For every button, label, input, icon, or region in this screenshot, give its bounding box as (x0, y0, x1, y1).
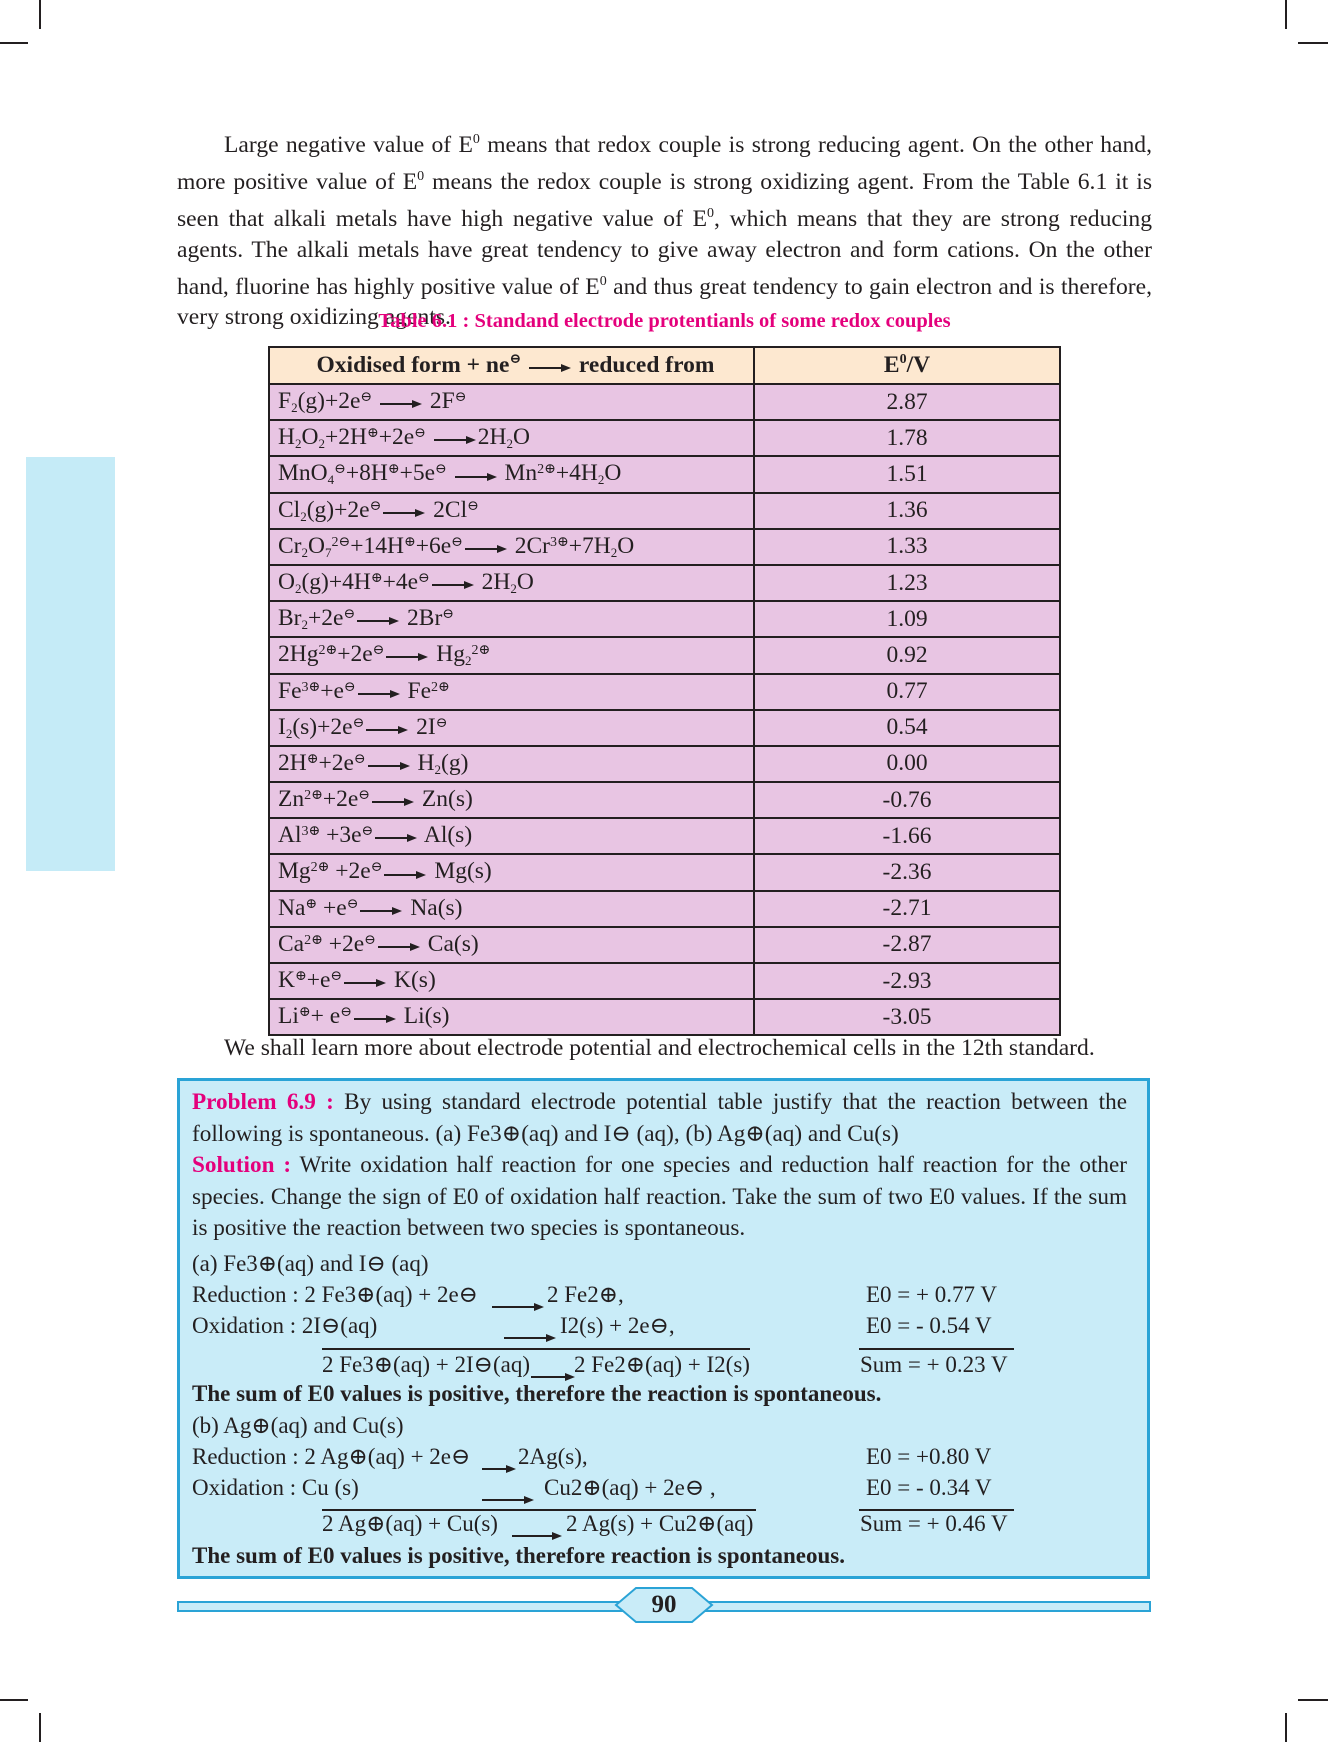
a-sum-rule (322, 1348, 750, 1350)
table-row (269, 384, 1060, 420)
potential-cell: -2.93 (754, 963, 1060, 999)
arrow-icon (368, 751, 410, 778)
reaction-cell: $I_2(s)+2e^⊖$ 2I⊖ (269, 710, 754, 746)
arrow-icon (378, 932, 420, 959)
potential-cell: 1.23 (754, 565, 1060, 601)
crop-mark (1285, 1713, 1287, 1742)
table-row (269, 710, 1060, 746)
solution-label: Solution : (192, 1152, 292, 1178)
table-row (269, 927, 1060, 963)
header-reaction: Oxidised form + ne⊖ reduced from (269, 347, 754, 384)
potential-cell: 0.92 (754, 637, 1060, 673)
table-row (269, 565, 1060, 601)
part-b-title: (b) Ag⊕(aq) and Cu(s) (192, 1413, 404, 1438)
reaction-cell: 2H⊕+2e⊖ $H_2(g)$ (269, 746, 754, 782)
reaction-cell: MnO$_4$⊖+8H⊕+5e⊖ $Mn^{2\oplus}+4H_2O$ (269, 456, 754, 492)
table-caption: Table 6.1 : Standand electrode protentianls of some redox couples (378, 310, 951, 332)
crop-mark (0, 42, 28, 44)
table-row (269, 782, 1060, 818)
arrow-icon (504, 1323, 556, 1349)
table-row (269, 891, 1060, 927)
potential-cell: -2.36 (754, 854, 1060, 890)
table-row (269, 999, 1060, 1035)
a-conclusion: The sum of E0 values is positive, therefore the reaction is spontaneous. (192, 1381, 882, 1406)
a-reduction: Reduction : 2 Fe3⊕(aq) + 2e⊖ (192, 1282, 478, 1307)
arrow-icon (386, 642, 428, 669)
arrow-icon (482, 1454, 516, 1480)
potential-cell: -0.76 (754, 782, 1060, 818)
crop-mark (39, 0, 41, 29)
table-row (269, 493, 1060, 529)
potential-cell: -2.71 (754, 891, 1060, 927)
after-table-text: We shall learn more about electrode potential and electrochemical cells in the 12th standard. (224, 1035, 1095, 1061)
b-reduction-product: 2Ag(s), (518, 1444, 588, 1469)
potential-cell: -1.66 (754, 818, 1060, 854)
header-potential: $E^0/V$ (754, 347, 1060, 384)
reaction-cell: $H_2O_2+2H^\oplus+2e^⊖$ $2H_2O$ (269, 420, 754, 456)
potential-cell: 2.87 (754, 384, 1060, 420)
a-sum: Sum = + 0.23 V (860, 1352, 1008, 1377)
intro-paragraph: Large negative value of $E^0$ means that redox couple is strong reducing agent. On the other hand, more positive value of $E^0$ means the redox couple is strong oxidizing agent. From the Table 6.1 it is seen that alkali metals have high negative value of $E^0$, which means that they are strong reducing agents. The alkali metals have great tendency to give away electron and form cations. On the other hand, fluorine has highly positive value of $E^0$ and thus great tendency to gain electron and is therefore, very strong oxidizing agents. (177, 131, 1152, 331)
reaction-cell: $Fe^{3\oplus}+e^⊖$ $Fe^{2\oplus}$ (269, 674, 754, 710)
a-oxidation-potential: E0 = - 0.54 V (866, 1313, 992, 1338)
arrow-icon (372, 787, 414, 814)
arrow-icon (375, 823, 417, 850)
crop-mark (1298, 1699, 1328, 1701)
footer-bar-left (177, 1601, 632, 1612)
arrow-icon (432, 570, 474, 597)
arrow-icon (529, 353, 571, 380)
table-header-row (269, 347, 1060, 384)
arrow-icon (482, 1485, 534, 1511)
arrow-icon (354, 1004, 396, 1031)
arrow-icon (344, 968, 386, 995)
reaction-cell: Na⊕ +e⊖ Na(s) (269, 891, 754, 927)
arrow-icon (383, 498, 425, 525)
problem-text: By using standard electrode potential table justify that the reaction between the following is spontaneous. (a) Fe3⊕(aq) and I⊖ (aq), (b) Ag⊕(aq) and Cu(s) (192, 1089, 1127, 1147)
crop-mark (0, 1699, 28, 1701)
reaction-cell: $O_2(g)+4H^\oplus+4e^⊖$ $2H_2O$ (269, 565, 754, 601)
reaction-cell: Li⊕+ e⊖ Li(s) (269, 999, 754, 1035)
potential-cell: 1.78 (754, 420, 1060, 456)
b-conclusion: The sum of E0 values is positive, therefore reaction is spontaneous. (192, 1543, 845, 1568)
arrow-icon (357, 606, 399, 633)
reaction-cell: $Cl_2(g)+2e^⊖$ 2Cl⊖ (269, 493, 754, 529)
b-sum: Sum = + 0.46 V (860, 1511, 1008, 1536)
potential-cell: 1.33 (754, 529, 1060, 565)
arrow-icon (492, 1292, 544, 1318)
table-row (269, 637, 1060, 673)
reaction-cell: K⊕+e⊖ K(s) (269, 963, 754, 999)
b-oxidation-product: Cu2⊕(aq) + 2e⊖ , (544, 1475, 716, 1500)
part-a-title: (a) Fe3⊕(aq) and I⊖ (aq) (192, 1251, 429, 1276)
b-reduction-potential: E0 = +0.80 V (866, 1444, 992, 1469)
redox-table (268, 346, 1061, 1036)
a-reduction-potential: E0 = + 0.77 V (866, 1282, 997, 1307)
a-oxidation: Oxidation : 2I⊖(aq) (192, 1313, 378, 1338)
crop-mark (39, 1713, 41, 1742)
b-oxidation: Oxidation : Cu (s) (192, 1475, 359, 1500)
reaction-cell: $Zn^{2\oplus}+2e^⊖$ Zn(s) (269, 782, 754, 818)
reaction-cell: $Ca^{2\oplus} +2e^⊖$ Ca(s) (269, 927, 754, 963)
table-row (269, 529, 1060, 565)
arrow-icon (465, 534, 507, 561)
arrow-icon (366, 715, 408, 742)
potential-cell: 0.00 (754, 746, 1060, 782)
potential-cell: -2.87 (754, 927, 1060, 963)
arrow-icon (434, 425, 476, 452)
b-reduction: Reduction : 2 Ag⊕(aq) + 2e⊖ (192, 1444, 471, 1469)
table-row (269, 854, 1060, 890)
b-oxidation-potential: E0 = - 0.34 V (866, 1475, 992, 1500)
a-overall: 2 Fe3⊕(aq) + 2I⊖(aq) (322, 1352, 530, 1377)
table-row (269, 420, 1060, 456)
a-oxidation-product: I2(s) + 2e⊖, (560, 1313, 675, 1338)
arrow-icon (380, 389, 422, 416)
table-row (269, 674, 1060, 710)
a-overall-product: 2 Fe2⊕(aq) + I2(s) (574, 1352, 750, 1377)
reaction-cell: $F_2(g)+2e^⊖$ 2F⊖ (269, 384, 754, 420)
a-reduction-product: 2 Fe2⊕, (547, 1282, 624, 1307)
arrow-icon (384, 860, 426, 887)
arrow-icon (455, 462, 497, 489)
potential-cell: 1.36 (754, 493, 1060, 529)
reaction-cell: $Al^{3\oplus} +3e^⊖$ Al(s) (269, 818, 754, 854)
reaction-cell: $Mg^{2\oplus} +2e^⊖$ Mg(s) (269, 854, 754, 890)
table-row (269, 963, 1060, 999)
potential-cell: 1.51 (754, 456, 1060, 492)
table-row (269, 818, 1060, 854)
a-sum-rule (859, 1348, 1014, 1350)
crop-mark (1298, 42, 1328, 44)
b-overall: 2 Ag⊕(aq) + Cu(s) (322, 1511, 498, 1536)
potential-cell: 1.09 (754, 601, 1060, 637)
arrow-icon (360, 896, 402, 923)
potential-cell: -3.05 (754, 999, 1060, 1035)
potential-cell: 0.77 (754, 674, 1060, 710)
problem-label: Problem 6.9 : (192, 1089, 334, 1115)
table-row (269, 456, 1060, 492)
crop-mark (1285, 0, 1287, 29)
b-overall-product: 2 Ag(s) + Cu2⊕(aq) (566, 1511, 754, 1536)
solution-text: Write oxidation half reaction for one species and reduction half reaction for the other species. Change the sign of E0 of oxidation half reaction. Take the sum of two E0 values. If the sum is positive the reaction between two species is spontaneous. (192, 1152, 1127, 1241)
problem-statement (192, 1087, 1127, 1245)
reaction-cell: $Br_2+2e^⊖$ 2Br⊖ (269, 601, 754, 637)
table-row (269, 601, 1060, 637)
arrow-icon (358, 679, 400, 706)
table-row (269, 746, 1060, 782)
reaction-cell: $Cr_2O_7^{2⊖}+14H^\oplus+6e^⊖$ $2Cr^{3\oplus}+7H_2O$ (269, 529, 754, 565)
side-tab (26, 457, 115, 871)
problem-box (177, 1078, 1150, 1579)
potential-cell: 0.54 (754, 710, 1060, 746)
reaction-cell: $2Hg^{2\oplus}+2e^⊖$ $Hg_2^{2\oplus}$ (269, 637, 754, 673)
footer-bar-right (696, 1601, 1151, 1612)
page-number: 90 (651, 1591, 677, 1618)
